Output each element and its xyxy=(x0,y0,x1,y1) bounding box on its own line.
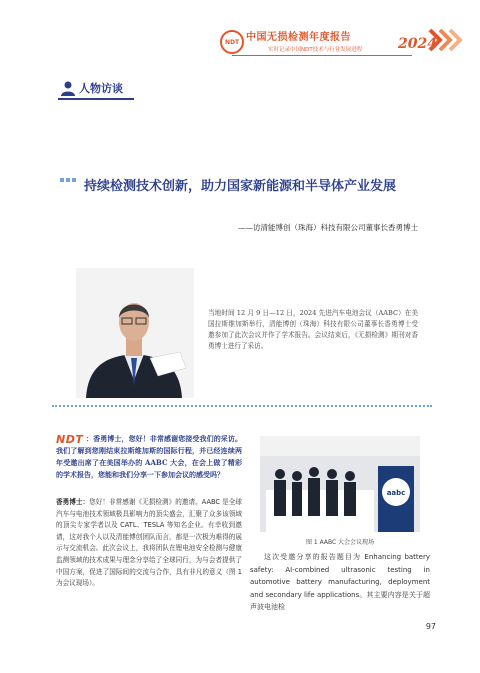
report-title: 中国无损检测年度报告 xyxy=(246,32,351,43)
figure-caption: 图 1 AABC 大会会议现场 xyxy=(305,539,375,546)
figure-sign-text: aabc xyxy=(386,489,406,497)
conference-photo xyxy=(260,436,420,532)
header-rule xyxy=(232,55,412,56)
article-title: 持续检测技术创新，助力国家新能源和半导体产业发展 xyxy=(83,179,396,194)
page-number: 97 xyxy=(425,622,436,631)
dotted-divider xyxy=(52,405,432,407)
interview-answer xyxy=(56,497,242,590)
portrait-photo xyxy=(76,268,194,398)
answer-speaker: 香勇博士： xyxy=(56,498,90,506)
chevron-decoration-icon xyxy=(428,28,462,52)
right-body-paragraph: 这次受邀分享的报告题目为 Enhancing battery safety: AI-combined ultrasonic testing in automotive battery manufacturing, deployment and secondary life applications。其主要内容是关于超声波电池检 xyxy=(250,553,430,611)
article-subtitle: ——访清能博创（珠海）科技有限公司董事长香勇博士 xyxy=(238,223,418,232)
section-underline xyxy=(58,98,134,100)
answer-text: 您好！非常感谢《无损检测》的邀请。AABC 是全球汽车与电池技术领域极具影响力的顶尖盛会，汇聚了众多该领域的顶尖专家学者以及 CATL、TESLA 等知名企业。有幸收到邀请，这对我个人以及清能博创团队而言，都是一次极为难得的展示与交流机会。此次会议上，我将团队在锂电池安全检测与健康监测领域的技术成果与理念分享给了全球同行，为与会者提供了中国方案，促进了国际间的交流与合作，具有非凡的意义（图 1 为会议现场）。 xyxy=(56,498,243,588)
report-subtitle: 实时记录中国NDT技术与行业发展进程 xyxy=(268,47,363,53)
interview-question: ：香勇博士，您好！非常感谢您接受我们的采访。我们了解到您刚结束拉斯维加斯的国际行程，并已经连续两年受邀出席了在美国举办的 AABC 大会，在会上做了精彩的学术报告，您能和我们分享一下参加会议的感受吗？ xyxy=(56,434,242,479)
ndt-logo: NDT xyxy=(220,30,244,54)
intro-paragraph: 当地时间 12 月 9 日—12 日，2024 先进汽车电池会议（AABC）在美国拉斯维加斯举行，清能博创（珠海）科技有限公司董事长香勇博士受邀参加了此次会议并作了学术报告。会议结束后，《无损检测》期刊对香勇博士进行了采访。 xyxy=(208,309,418,350)
report-year: 2024 xyxy=(398,36,437,52)
question-ndt-logo: NDT xyxy=(56,433,84,446)
title-decoration xyxy=(60,167,82,171)
person-icon xyxy=(60,80,76,96)
section-label: 人物访谈 xyxy=(79,82,123,95)
